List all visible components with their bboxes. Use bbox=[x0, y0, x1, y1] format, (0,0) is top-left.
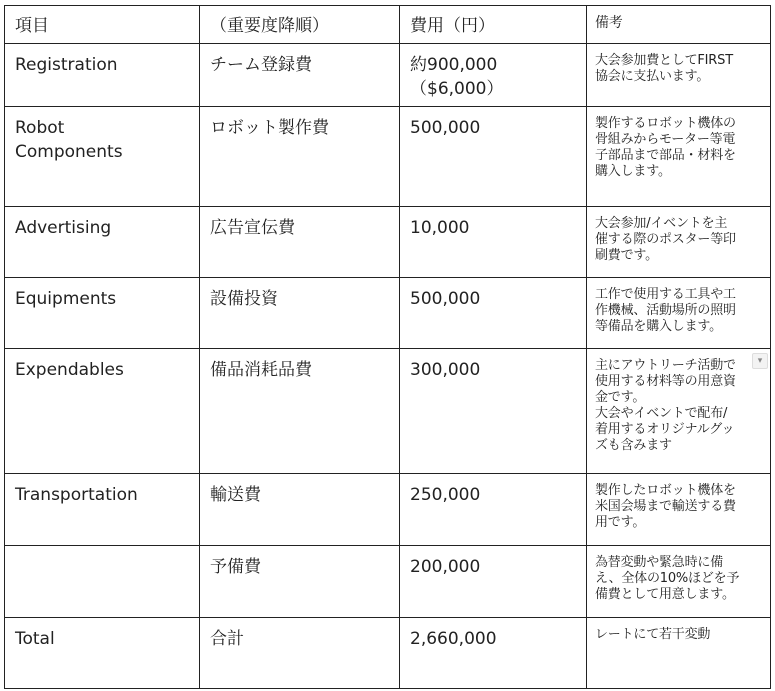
item-cell: Equipments bbox=[5, 278, 200, 349]
note-cell: 製作するロボット機体の 骨組みからモーター等電 子部品まで部品・材料を 購入します。 bbox=[587, 107, 771, 207]
jp-item-cell: ロボット製作費 bbox=[200, 107, 400, 207]
cost-cell: 500,000 bbox=[400, 107, 587, 207]
item-cell: Transportation bbox=[5, 474, 200, 546]
item-cell: Total bbox=[5, 618, 200, 689]
note-cell: 大会参加費としてFIRST 協会に支払います。 bbox=[587, 44, 771, 107]
jp-item-cell: 予備費 bbox=[200, 546, 400, 618]
cost-cell: 2,660,000 bbox=[400, 618, 587, 689]
table-row bbox=[5, 618, 771, 689]
header-note: 備考 bbox=[587, 6, 771, 44]
table-row bbox=[5, 107, 771, 207]
jp-item-cell: 輸送費 bbox=[200, 474, 400, 546]
table-row bbox=[5, 349, 771, 474]
header-cost: 費用（円） bbox=[400, 6, 587, 44]
note-cell: 大会参加/イベントを主 催する際のポスター等印 刷費です。 bbox=[587, 207, 771, 278]
jp-item-cell: 設備投資 bbox=[200, 278, 400, 349]
item-cell: Registration bbox=[5, 44, 200, 107]
cost-cell: 約900,000 （$6,000） bbox=[400, 44, 587, 107]
jp-item-cell: チーム登録費 bbox=[200, 44, 400, 107]
table-row bbox=[5, 207, 771, 278]
budget-table bbox=[4, 5, 771, 689]
item-cell: Advertising bbox=[5, 207, 200, 278]
note-cell: 為替変動や緊急時に備 え、全体の10%ほどを予 備費として用意します。 bbox=[587, 546, 771, 618]
cost-cell: 250,000 bbox=[400, 474, 587, 546]
jp-item-cell: 広告宣伝費 bbox=[200, 207, 400, 278]
note-cell: レートにて若干変動 bbox=[587, 618, 771, 689]
header-row bbox=[5, 6, 771, 44]
item-cell: Robot Components bbox=[5, 107, 200, 207]
note-cell: 工作で使用する工具や工 作機械、活動場所の照明 等備品を購入します。 bbox=[587, 278, 771, 349]
cost-cell: 300,000 bbox=[400, 349, 587, 474]
chevron-down-icon[interactable]: ▾ bbox=[752, 353, 768, 369]
cost-cell: 10,000 bbox=[400, 207, 587, 278]
jp-item-cell: 備品消耗品費 bbox=[200, 349, 400, 474]
item-cell: Expendables bbox=[5, 349, 200, 474]
table-row bbox=[5, 474, 771, 546]
cost-cell: 500,000 bbox=[400, 278, 587, 349]
header-item: 項目 bbox=[5, 6, 200, 44]
header-priority: （重要度降順） bbox=[200, 6, 400, 44]
table-row bbox=[5, 278, 771, 349]
item-cell bbox=[5, 546, 200, 618]
cost-cell: 200,000 bbox=[400, 546, 587, 618]
table-row bbox=[5, 546, 771, 618]
table-row bbox=[5, 44, 771, 107]
jp-item-cell: 合計 bbox=[200, 618, 400, 689]
note-cell: 製作したロボット機体を 米国会場まで輸送する費 用です。 bbox=[587, 474, 771, 546]
note-cell: 主にアウトリーチ活動で 使用する材料等の用意資 金です。 大会やイベントで配布/ 着用するオリジナルグッ ズも含みます bbox=[587, 349, 771, 474]
